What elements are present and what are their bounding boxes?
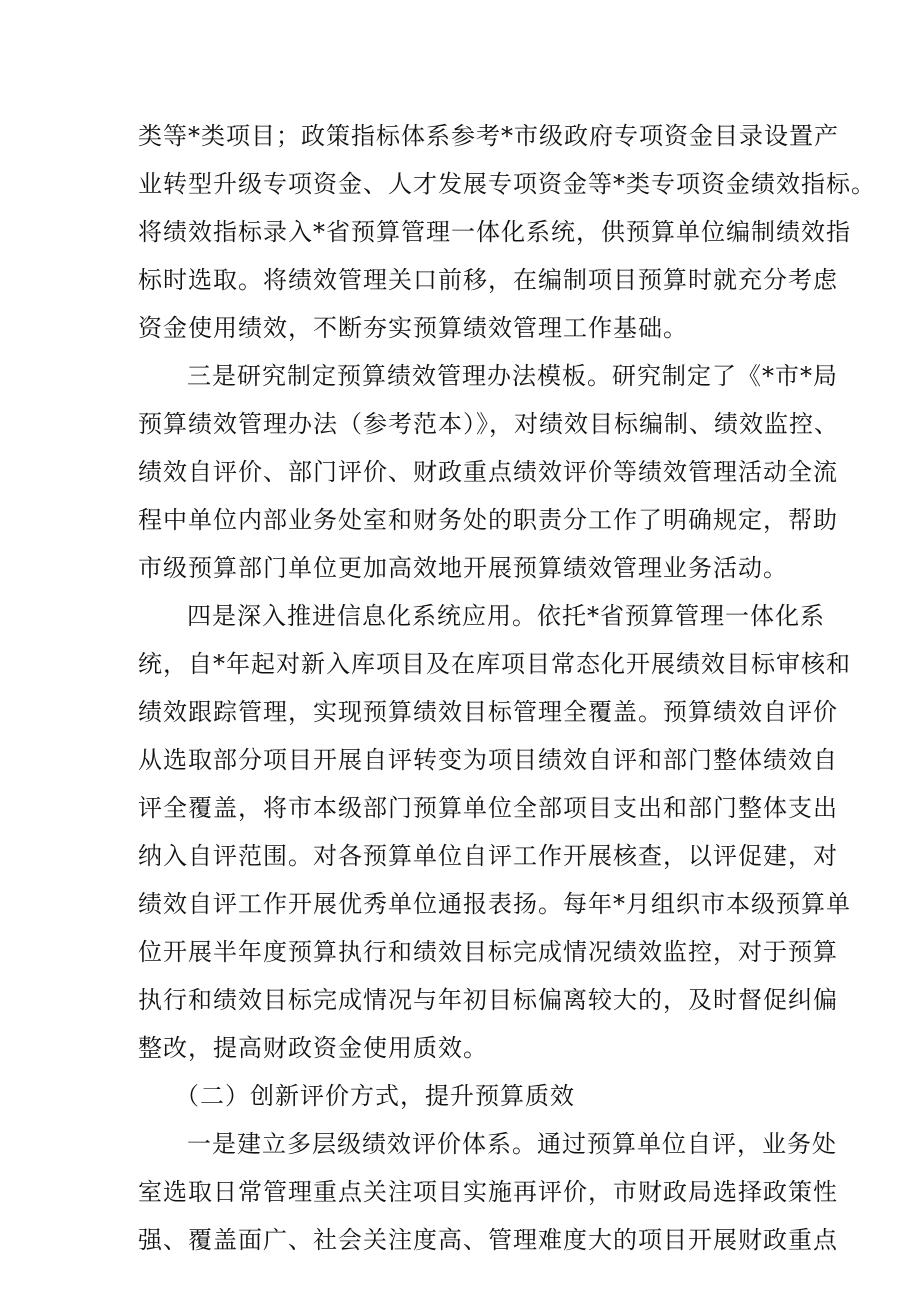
paragraph-start-line: 一是建立多层级绩效评价体系。通过预算单位自评，业务处 bbox=[187, 1130, 837, 1158]
text-line: 评全覆盖，将市本级部门预算单位全部项目支出和部门整体支出 bbox=[138, 794, 838, 822]
text-line: 业转型升级专项资金、人才发展专项资金等*类专项资金绩效指标。 bbox=[138, 170, 876, 198]
text-line: 绩效自评价、部门评价、财政重点绩效评价等绩效管理活动全流 bbox=[138, 458, 838, 486]
text-line: 标时选取。将绩效管理关口前移，在编制项目预算时就充分考虑 bbox=[138, 266, 838, 294]
text-line: 将绩效指标录入*省预算管理一体化系统，供预算单位编制绩效指 bbox=[138, 218, 851, 246]
text-line: 执行和绩效目标完成情况与年初目标偏离较大的，及时督促纠偏 bbox=[138, 986, 838, 1014]
section-heading: （二）创新评价方式，提升预算质效 bbox=[175, 1082, 575, 1110]
text-line: 位开展半年度预算执行和绩效目标完成情况绩效监控，对于预算 bbox=[138, 938, 838, 966]
text-line: 整改，提高财政资金使用质效。 bbox=[138, 1034, 488, 1062]
text-line: 统，自*年起对新入库项目及在库项目常态化开展绩效目标审核和 bbox=[138, 650, 851, 678]
text-line: 类等*类项目；政策指标体系参考*市级政府专项资金目录设置产 bbox=[138, 122, 839, 150]
text-line: 资金使用绩效，不断夯实预算绩效管理工作基础。 bbox=[138, 314, 688, 342]
text-line: 室选取日常管理重点关注项目实施再评价，市财政局选择政策性 bbox=[138, 1178, 838, 1206]
text-line: 程中单位内部业务处室和财务处的职责分工作了明确规定，帮助 bbox=[138, 506, 838, 534]
text-line: 强、覆盖面广、社会关注度高、管理难度大的项目开展财政重点 bbox=[138, 1226, 838, 1254]
text-line: 绩效跟踪管理，实现预算绩效目标管理全覆盖。预算绩效自评价 bbox=[138, 698, 838, 726]
document-body bbox=[138, 112, 876, 1264]
paragraph-start-line: 三是研究制定预算绩效管理办法模板。研究制定了《*市*局 bbox=[187, 362, 838, 390]
text-line: 从选取部分项目开展自评转变为项目绩效自评和部门整体绩效自 bbox=[138, 746, 838, 774]
text-line: 市级预算部门单位更加高效地开展预算绩效管理业务活动。 bbox=[138, 554, 788, 582]
text-line: 预算绩效管理办法（参考范本）》，对绩效目标编制、绩效监控、 bbox=[138, 410, 839, 438]
text-line: 绩效自评工作开展优秀单位通报表扬。每年*月组织市本级预算单 bbox=[138, 890, 851, 918]
text-line: 纳入自评范围。对各预算单位自评工作开展核查，以评促建，对 bbox=[138, 842, 838, 870]
paragraph-start-line: 四是深入推进信息化系统应用。依托*省预算管理一体化系 bbox=[187, 602, 825, 630]
